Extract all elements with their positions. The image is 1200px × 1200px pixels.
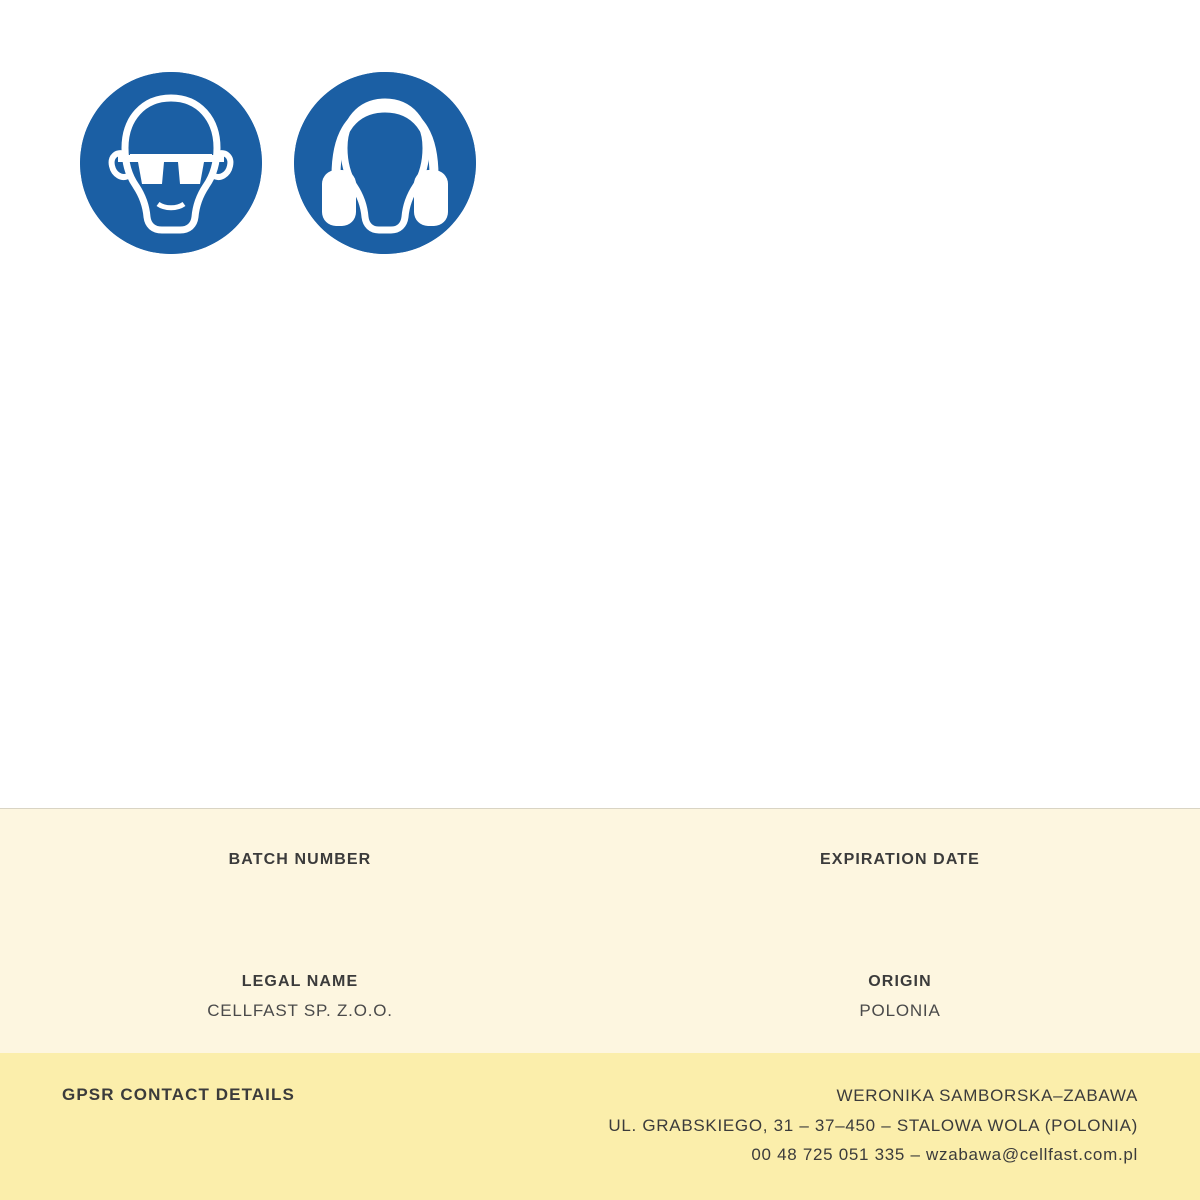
gpsr-contact-band <box>0 1053 1200 1200</box>
origin-value: POLONIA <box>859 1000 941 1020</box>
gpsr-contact-name: WERONIKA SAMBORSKA–ZABAWA <box>836 1085 1138 1105</box>
info-row-spacer <box>0 905 600 967</box>
batch-number-value <box>20 879 580 899</box>
legal-name-cell <box>0 967 600 1027</box>
ear-protection-pictogram <box>294 72 476 254</box>
eye-protection-pictogram <box>80 72 262 254</box>
expiration-date-label: EXPIRATION DATE <box>820 850 980 868</box>
batch-number-label: BATCH NUMBER <box>228 850 372 868</box>
product-info-grid <box>0 845 1200 1027</box>
legal-name-label: LEGAL NAME <box>241 972 359 990</box>
legal-name-value: CELLFAST SP. Z.O.O. <box>207 1000 393 1020</box>
gpsr-contact-details <box>608 1081 1138 1170</box>
pictogram-list <box>80 72 476 254</box>
origin-cell <box>600 967 1200 1027</box>
gpsr-contact-address: UL. GRABSKIEGO, 31 – 37–450 – STALOWA WOLA (POLONIA) <box>608 1115 1138 1135</box>
info-row-spacer <box>600 905 1200 967</box>
gpsr-title: GPSR CONTACT DETAILS <box>62 1084 295 1104</box>
batch-number-cell <box>0 845 600 905</box>
origin-label: ORIGIN <box>868 972 932 990</box>
gpsr-contact-phone-email: 00 48 725 051 335 – wzabawa@cellfast.com.pl <box>751 1145 1138 1165</box>
expiration-date-cell <box>600 845 1200 905</box>
expiration-date-value <box>620 879 1180 899</box>
product-info-band <box>0 808 1200 1053</box>
